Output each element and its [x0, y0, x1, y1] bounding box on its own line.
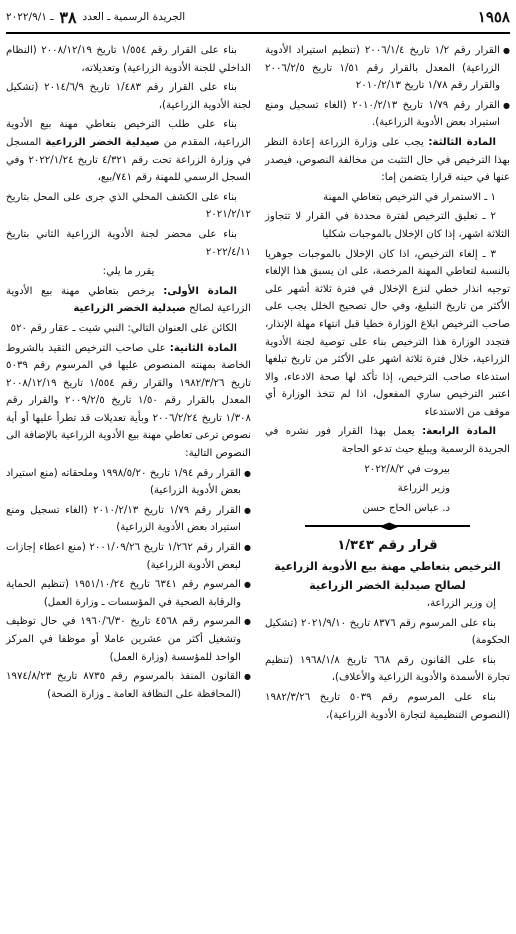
bullet-decree-6341: ● المرسوم رقم ٦٣٤١ تاريخ ١٩٥١/١٠/٢٤ (تنظيم الحماية والرقابة الصحية في المؤسسات ـ وزارة العمل) [6, 576, 251, 611]
article-two-text: على صاحب الترخيص التقيد بالشروط الخاصة بمهنته المنصوص عليها في المرسوم رقم ٥٠٣٩ تاريخ ١٩٨٢/٣/٢٦ والقرار رقم ١/٥٥٤ تاريخ ٢٠٠٨/١٢/١٩ المعدل بالقرار رقم ١/٥٠ تاريخ ٢٠٠٩/٢/٥ والقرار رقم ١/٣٠٨ تاريخ ٢٠٠٦/٢/٢٤ وبأية تعديلات قد تطرأ عليها أو أية نصوص ترعى تعاطي مهنة بيع الأدوية الزراعية بالإضافة الى النصوص التالية: [6, 342, 252, 460]
right-column [265, 42, 510, 726]
gazette-info [6, 8, 185, 27]
minister-intro: إن وزير الزراعة، [426, 598, 496, 610]
place-date: بيروت في ٢٠٢٢/٨/٢ [364, 463, 450, 475]
article-one-label: المادة الأولى: [163, 285, 237, 297]
citation-decree-5039: بناء على المرسوم رقم ٥٠٣٩ تاريخ ١٩٨٢/٣/٢٦ (النصوص التنظيمية لتجارة الأدوية الزراعية)، [265, 692, 510, 721]
citation-cabinet: بناء على المرسوم رقم ٨٣٧٦ تاريخ ٢٠٢١/٩/١٠ (تشكيل الحكومة) [265, 617, 510, 647]
article-four-text: يعمل بهذا القرار فور نشره في الجريدة الرسمية ويبلغ حيث تدعو الحاجة [265, 426, 510, 456]
minister-name: د. عباس الحاج حسن [362, 502, 450, 514]
bullet-decision-1-79-b: ● القرار رقم ١/٧٩ تاريخ ٢٠١٠/٢/١٣ (الغاء تسجيل ومنع استيراد بعض الأدوية الزراعية) [6, 502, 251, 537]
article-three-text: يجب على وزارة الزراعة إعادة النظر بهذا الترخيص في حال التثبت من مخالفة النصوص، فيصدر عنها في حينه قرارا يتضمن إما: [265, 136, 510, 184]
decision-number: قرار رقم ١/٣٤٣ [337, 538, 438, 554]
left-column [6, 42, 251, 705]
page-number: ١٩٥٨ [477, 8, 510, 26]
pharmacy-name: صيدلية الخضر الزراعية [45, 136, 160, 148]
article-four [265, 423, 510, 458]
article-three-label: المادة الثالثة: [428, 136, 496, 148]
article-one-pharmacy: صيدلية الخضر الزراعية [73, 303, 186, 315]
decides-heading: يقرر ما يلي: [102, 266, 155, 278]
bullet-decision-1-262: ● القرار رقم ١/٢٦٢ تاريخ ٢٠٠١/٠٩/٢٦ (منع اعطاء إجازات لبعض الأدوية الزراعية) [6, 539, 251, 574]
article-two-label: المادة الثانية: [169, 342, 237, 354]
bullet-decision-1-94: ● القرار رقم ١/٩٤ تاريخ ١٩٩٨/٥/٢٠ وملحقاته (منع استيراد بعض الأدوية الزراعية) [6, 465, 251, 500]
citation-site-inspection: بناء على الكشف المحلي الذي جرى على المحل بتاريخ ٢٠٢١/٢/١٢ [6, 191, 251, 221]
request-text: بناء على طلب الترخيص بتعاطي مهنة بيع الأدوية الزراعية، المقدم من [6, 119, 251, 148]
section-divider [305, 521, 470, 531]
option-one: ١ ـ الاستمرار في الترخيص بتعاطي المهنة [323, 191, 496, 203]
article-one-text: يرخص بتعاطي مهنة بيع الأدوية الزراعية لصالح [6, 285, 251, 315]
bullet-decision-1-79: ● القرار رقم ١/٧٩ تاريخ ٢٠١٠/٢/١٣ (الغاء تسجيل ومنع استيراد بعض الأدوية الزراعية). [265, 97, 510, 132]
issue-date: ـ ٢٠٢٢/٩/١ [6, 11, 54, 23]
citation-law-668: بناء على القانون رقم ٦٦٨ تاريخ ١٩٦٨/١/٨ (تنظيم تجارة الأسمدة والأدوية الزراعية والأعلاف)، [265, 654, 510, 684]
citation-committee-minutes: بناء على محضر لجنة الأدوية الزراعية الثاني بتاريخ ٢٠٢٢/٤/١١ [6, 228, 251, 258]
issue-number: ٣٨ [59, 7, 77, 27]
gazette-page [6, 6, 510, 928]
header-rule [6, 32, 510, 34]
page-header [6, 6, 510, 28]
bullet-decree-4568: ● المرسوم رقم ٤٥٦٨ تاريخ ١٩٦٠/٦/٣٠ في حال توظيف وتشغيل أكثر من عشرين عاملا أو موظفا في المركز الواحد للمؤسسة (وزارة العمل) [6, 613, 251, 666]
decision-title: الترخيص بتعاطي مهنة بيع الأدوية الزراعية لصالح صيدلية الخضر الزراعية [274, 560, 501, 593]
citation-decision-483: بناء على القرار رقم ١/٤٨٣ تاريخ ٢٠١٤/٦/٩ (تشكيل لجنة الأدوية الزراعية)، [6, 82, 251, 111]
bullet-decision-1-2: ● القرار رقم ١/٢ تاريخ ٢٠٠٦/١/٤ (تنظيم استيراد الأدوية الزراعية) المعدل بالقرار رقم ١/٥١ تاريخ ٢٠٠٦/٢/٥ والقرار رقم ١/٧٨ تاريخ ٢٠١٠/٢/١٣ [265, 42, 510, 95]
gazette-name: الجريدة الرسمية ـ العدد [82, 11, 186, 23]
citation-license-request [6, 116, 251, 186]
option-two: ٢ ـ تعليق الترخيص لفترة محددة في القرار لا تتجاوز الثلاثة اشهر، إذا كان الإخلال بالموجبات شكليا [265, 211, 510, 240]
citation-decision-554: بناء على القرار رقم ١/٥٥٤ تاريخ ٢٠٠٨/١٢/١٩ (النظام الداخلي للجنة الأدوية الزراعية) وتعديلاته، [6, 45, 251, 74]
minister-title: وزير الزراعة [397, 483, 450, 495]
article-two [6, 340, 251, 463]
option-three: ٣ ـ إلغاء الترخيص، اذا كان الإخلال بالموجبات جوهريا بالنسبة لتعاطي المهنة المرخصة، على ان يسبق هذا الإلغاء توجيه انذار خطي لنزع الإخلال في فترة ثلاثة أشهر على الأكثر من تاريخ التبليغ، وفي حال تصحيح الخلل يجب على صاحب الترخيص ابلاغ الوزارة خطيا قبل انتهاء مهلة الإنذار، فتجدد الوزارة هذا الترخيص بناء على توصية لجنة الأدوية الزراعية، خلال فترة ثلاثة اشهر على الأكثر من تاريخ تبلغها استدعاء صاحب الترخيص، إذا تأكد لها صحة الادعاء، والا اعتبر الترخيص ساري المفعول، اذا لم تتخذ الوزارة أي موقف من الاستدعاء [265, 248, 510, 418]
article-four-label: المادة الرابعة: [422, 426, 496, 438]
bullet-law-8735: ● القانون المنفذ بالمرسوم رقم ٨٧٣٥ تاريخ ١٩٧٤/٨/٢٣ (المحافظة على النظافة العامة ـ وزارة الصحة) [6, 668, 251, 703]
request-registration: المسجل في وزارة الزراعة تحت رقم ٤/٣٢١ تاريخ ٢٠٢٢/١/٢٤ وفي السجل الرسمي للمهنة رقم ٧٤١/بيع، [6, 136, 252, 184]
article-one [6, 283, 251, 318]
pharmacy-address: الكائن على العنوان التالي: النبي شيت ـ عقار رقم ٥٢٠ [10, 322, 237, 334]
article-three [265, 134, 510, 187]
